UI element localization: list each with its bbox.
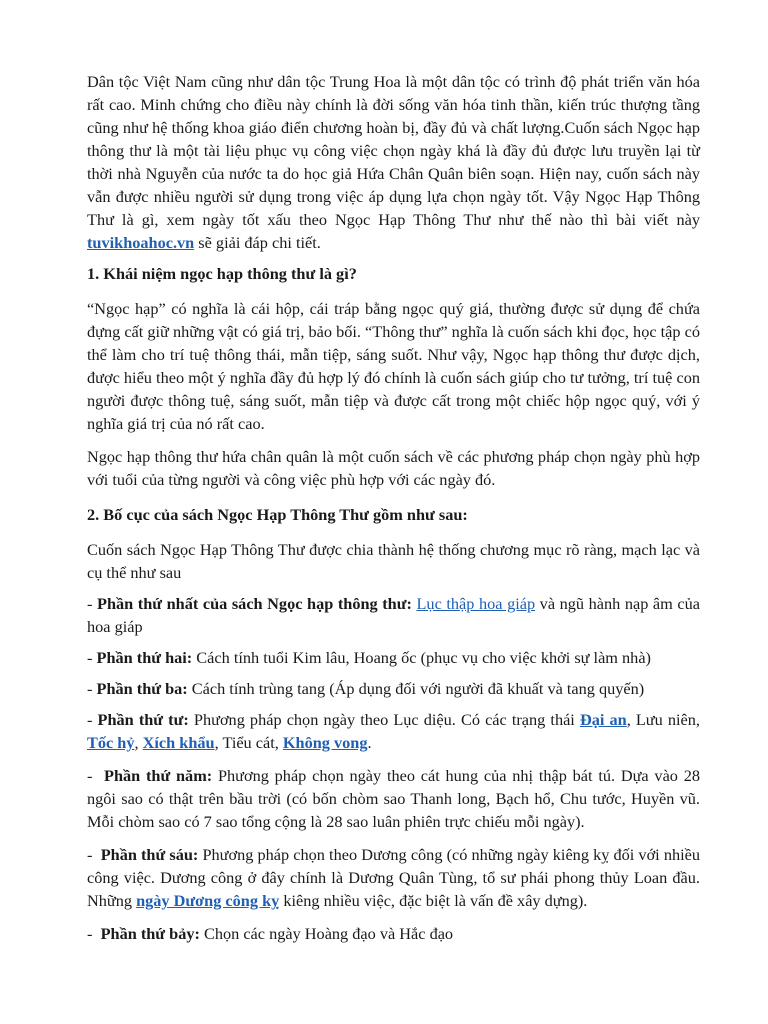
section-1-heading: 1. Khái niệm ngọc hạp thông thư là gì? bbox=[87, 264, 357, 283]
section-1-paragraph-1: “Ngọc hạp” có nghĩa là cái hộp, cái tráp bằng ngọc quý giá, thường được sử dụng để chứa đựng cất giữ những vật có giá trị, bảo bối. “Thông thư” nghĩa là cuốn sách khi đọc, học tập có thể làm cho trí tuệ thông thái, mẫn tiệp, sáng suốt. Như vậy, Ngọc hạp thông thư được dịch, được hiểu theo một ý nghĩa đầy đủ hợp lý đó chính là cuốn sách giúp cho tư tưởng, trí tuệ con người được thông tuệ, sáng suốt, mẫn tiệp và được cất trong một chiếc hộp ngọc quý, với ý nghĩa giá trị của nó rất cao. bbox=[87, 299, 700, 433]
part-4: - Phần thứ tư: Phương pháp chọn ngày theo Lục diệu. Có các trạng thái Đại an, Lưu niên, Tốc hỷ, Xích khẩu, Tiểu cát, Không vong. bbox=[87, 710, 700, 752]
part-7: - Phần thứ bảy: Chọn các ngày Hoàng đạo và Hắc đạo bbox=[87, 924, 454, 943]
luc-thap-hoa-giap-link[interactable]: Lục thập hoa giáp bbox=[416, 594, 536, 613]
intro-paragraph: Dân tộc Việt Nam cũng như dân tộc Trung Hoa là một dân tộc có trình độ phát triển văn hóa rất cao. Minh chứng cho điều này chính là đời sống văn hóa tinh thần, kiến trúc thượng tầng cũng như hệ thống khoa giáo điển chương hoàn bị, đầy đủ và chất lượng.Cuốn sách Ngọc hạp thông thư là một tài liệu phục vụ công việc chọn ngày khá là đầy đủ được lưu truyền lại từ thời nhà Nguyễn của nước ta do học giả Hứa Chân Quân biên soạn. Hiện nay, cuốn sách này vẫn được nhiều người sử dụng trong việc áp dụng lựa chọn ngày tốt. Vậy Ngọc Hạp Thông Thư là gì, xem ngày tốt xấu theo Ngọc Hạp Thông Thư như thế nào thì bài viết này tuvikhoahoc.vn sẽ giải đáp chi tiết. bbox=[87, 72, 700, 252]
section-2-intro: Cuốn sách Ngọc Hạp Thông Thư được chia thành hệ thống chương mục rõ ràng, mạch lạc và cụ thể như sau bbox=[87, 540, 700, 582]
part-1: - Phần thứ nhất của sách Ngọc hạp thông thư: Lục thập hoa giáp và ngũ hành nạp âm của hoa giáp bbox=[87, 594, 700, 636]
khong-vong-link[interactable]: Không vong bbox=[282, 733, 368, 752]
xich-khau-link[interactable]: Xích khẩu bbox=[142, 733, 215, 752]
section-2-heading: 2. Bố cục của sách Ngọc Hạp Thông Thư gồm như sau: bbox=[87, 505, 468, 524]
ngay-duong-cong-ky-link[interactable]: ngày Dương công kỵ bbox=[136, 891, 280, 910]
dai-an-link[interactable]: Đại an bbox=[579, 710, 627, 729]
part-2: - Phần thứ hai: Cách tính tuổi Kim lâu, Hoang ốc (phục vụ cho việc khởi sự làm nhà) bbox=[87, 648, 651, 667]
toc-hy-link[interactable]: Tốc hỷ bbox=[87, 733, 135, 752]
part-6: - Phần thứ sáu: Phương pháp chọn theo Dương công (có những ngày kiêng kỵ đối với nhiều công việc. Dương công ở đây chính là Dương Quân Tùng, tổ sư phái phong thủy Loan đầu. Những ngày Dương công kỵ kiêng nhiều việc, đặc biệt là vấn đề xây dựng). bbox=[87, 845, 701, 910]
tuvikhoahoc-link[interactable]: tuvikhoahoc.vn bbox=[87, 233, 195, 252]
section-1-paragraph-2: Ngọc hạp thông thư hứa chân quân là một cuốn sách về các phương pháp chọn ngày phù hợp với tuổi của từng người và công việc phù hợp với các ngày đó. bbox=[87, 447, 700, 489]
part-3: - Phần thứ ba: Cách tính trùng tang (Áp dụng đối với người đã khuất và tang quyến) bbox=[87, 679, 645, 698]
part-5: - Phần thứ năm: Phương pháp chọn ngày theo cát hung của nhị thập bát tú. Dựa vào 28 ngôi sao có thật trên bầu trời (có bốn chòm sao Thanh long, Bạch hổ, Chu tước, Huyền vũ. Mỗi chòm sao có 7 sao tổng cộng là 28 sao luân phiên trực chiếu mỗi ngày). bbox=[87, 766, 701, 831]
